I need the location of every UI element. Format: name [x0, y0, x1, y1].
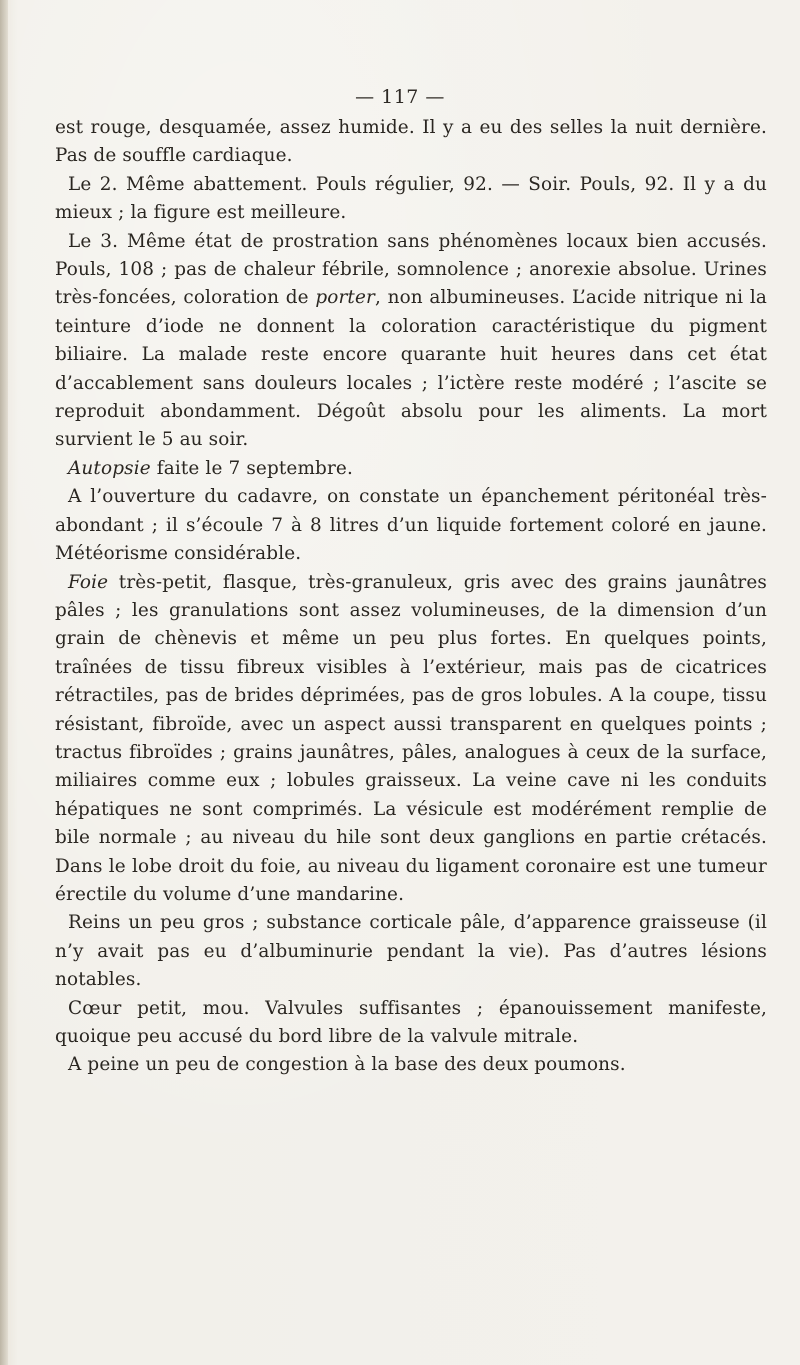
paragraph-2: Le 2. Même abattement. Pouls régulier, 92. — Soir. Pouls, 92. Il y a du mieux ; la figure est meilleure.	[55, 173, 767, 224]
paragraph-3-before: Le 3. Même état de prostration sans phénomènes locaux bien accusés. Pouls, 108 ; pas de chaleur fébrile, somnolence ; anorexie absolue. Urines très-foncées, coloration de	[55, 230, 767, 309]
paragraph-4-italic: Autopsie	[68, 457, 151, 479]
paragraph-9: A peine un peu de congestion à la base des deux poumons.	[68, 1054, 626, 1076]
paragraph-5: A l’ouverture du cadavre, on constate un épanchement péritonéal très-abondant ; il s’écoule 7 à 8 litres d’un liquide fortement coloré en jaune. Météorisme considérable.	[55, 486, 767, 565]
paragraph-3-italic: porter	[315, 287, 375, 309]
paragraph-4	[55, 455, 767, 483]
page-binding-edge	[0, 0, 8, 1365]
body-text	[55, 114, 767, 1080]
paragraph-3-after: , non albumineuses. L’acide nitrique ni la teinture d’iode ne donnent la coloration caractéristique du pigment biliaire. La malade reste encore quarante huit heures dans cet état d’accablement sans douleurs locales ; l’ictère reste modéré ; l’ascite se reproduit abondamment. Dégoût absolu pour les aliments. La mort survient le 5 au soir.	[55, 287, 767, 451]
paragraph-3	[55, 228, 767, 455]
page-number: — 117 —	[355, 86, 445, 108]
paragraph-1: est rouge, desquamée, assez humide. Il y a eu des selles la nuit dernière. Pas de souffle cardiaque.	[55, 117, 767, 167]
paragraph-6-after: très-petit, flasque, très-granuleux, gris avec des grains jaunâtres pâles ; les granulations sont assez volumineuses, de la dimension d’un grain de chènevis et même un peu plus fortes. En quelques points, traînées de tissu fibreux visibles à l’extérieur, mais pas de cicatrices rétractiles, pas de brides déprimées, pas de gros lobules. A la coupe, tissu résistant, fibroïde, avec un aspect aussi transparent en quelques points ; tractus fibroïdes ; grains jaunâtres, pâles, analogues à ceux de la surface, miliaires comme eux ; lobules graisseux. La veine cave ni les conduits hépatiques ne sont comprimés. La vésicule est modérément remplie de bile normale ; au niveau du hile sont deux ganglions en partie crétacés. Dans le lobe droit du foie, au niveau du ligament coronaire est une tumeur érectile du volume d’une mandarine.	[55, 571, 767, 905]
paragraph-6	[55, 569, 767, 910]
paragraph-4-after: faite le 7 septembre.	[150, 457, 353, 479]
paragraph-6-italic: Foie	[68, 571, 109, 593]
paragraph-8: Cœur petit, mou. Valvules suffisantes ; épanouissement manifeste, quoique peu accusé du bord libre de la valvule mitrale.	[55, 997, 767, 1047]
paragraph-7: Reins un peu gros ; substance corticale pâle, d’apparence graisseuse (il n’y avait pas eu d’albuminurie pendant la vie). Pas d’autres lésions notables.	[55, 912, 767, 991]
